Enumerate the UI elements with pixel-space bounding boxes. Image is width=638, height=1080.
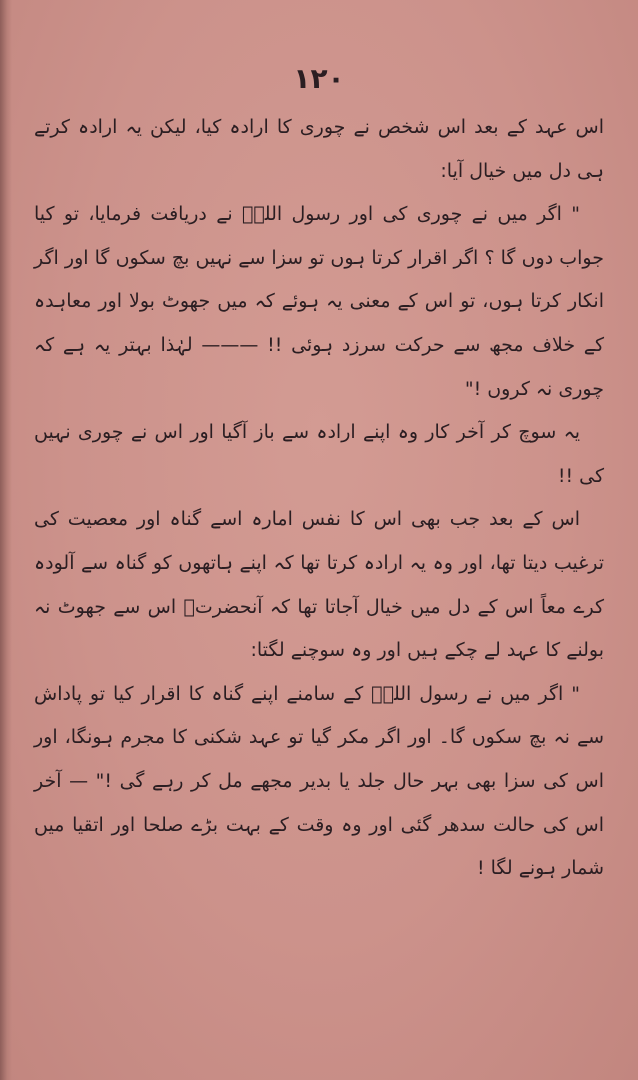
paragraph-5: " اگر میں نے رسول اللہؐ کے سامنے اپنے گناہ کا اقرار کیا تو پاداش سے نہ بچ سکوں گا۔ اور اگر مکر گیا تو عہد شکنی کا مجرم ہونگا، اور اس کی سزا بھی بہر حال جلد یا بدیر مجھے مل کر رہے گی !" — آخر اس کی حالت سدھر گئی اور وہ وقت کے بہت بڑے صلحا اور اتقیا میں شمار ہونے لگا ! (34, 682, 604, 880)
paragraph-3: یہ سوچ کر آخر کار وہ اپنے ارادہ سے باز آگیا اور اس نے چوری نہیں کی !! (34, 421, 604, 487)
paragraph-2: " اگر میں نے چوری کی اور رسول اللہؐ نے دریافت فرمایا، تو کیا جواب دوں گا ؟ اگر اقرار کرتا ہوں تو سزا سے نہیں بچ سکوں گا اور اگر انکار کرتا ہوں، تو اس کے معنی یہ ہوئے کہ میں جھوٹ بولا اور معاہدہ کے خلاف مجھ سے حرکت سرزد ہوئی !! ——— لہٰذا بہتر یہ ہے کہ چوری نہ کروں !" (34, 203, 604, 400)
page-number: ۱۲۰ (293, 62, 345, 95)
paragraph-4: اس کے بعد جب بھی اس کا نفس امارہ اسے گناہ اور معصیت کی ترغیب دیتا تھا، اور وہ یہ ارادہ کرتا تھا کہ اپنے ہاتھوں کو گناہ سے آلودہ کرے معاً اس کے دل میں خیال آجاتا تھا کہ آنحضرتؐ اس سے جھوٹ نہ بولنے کا عہد لے چکے ہیں اور وہ سوچنے لگتا: (34, 508, 604, 662)
page-edge-shadow (0, 0, 12, 1080)
paragraph-1: اس عہد کے بعد اس شخص نے چوری کا ارادہ کیا، لیکن یہ ارادہ کرتے ہی دل میں خیال آیا: (34, 116, 604, 182)
page-body-text (34, 106, 604, 891)
